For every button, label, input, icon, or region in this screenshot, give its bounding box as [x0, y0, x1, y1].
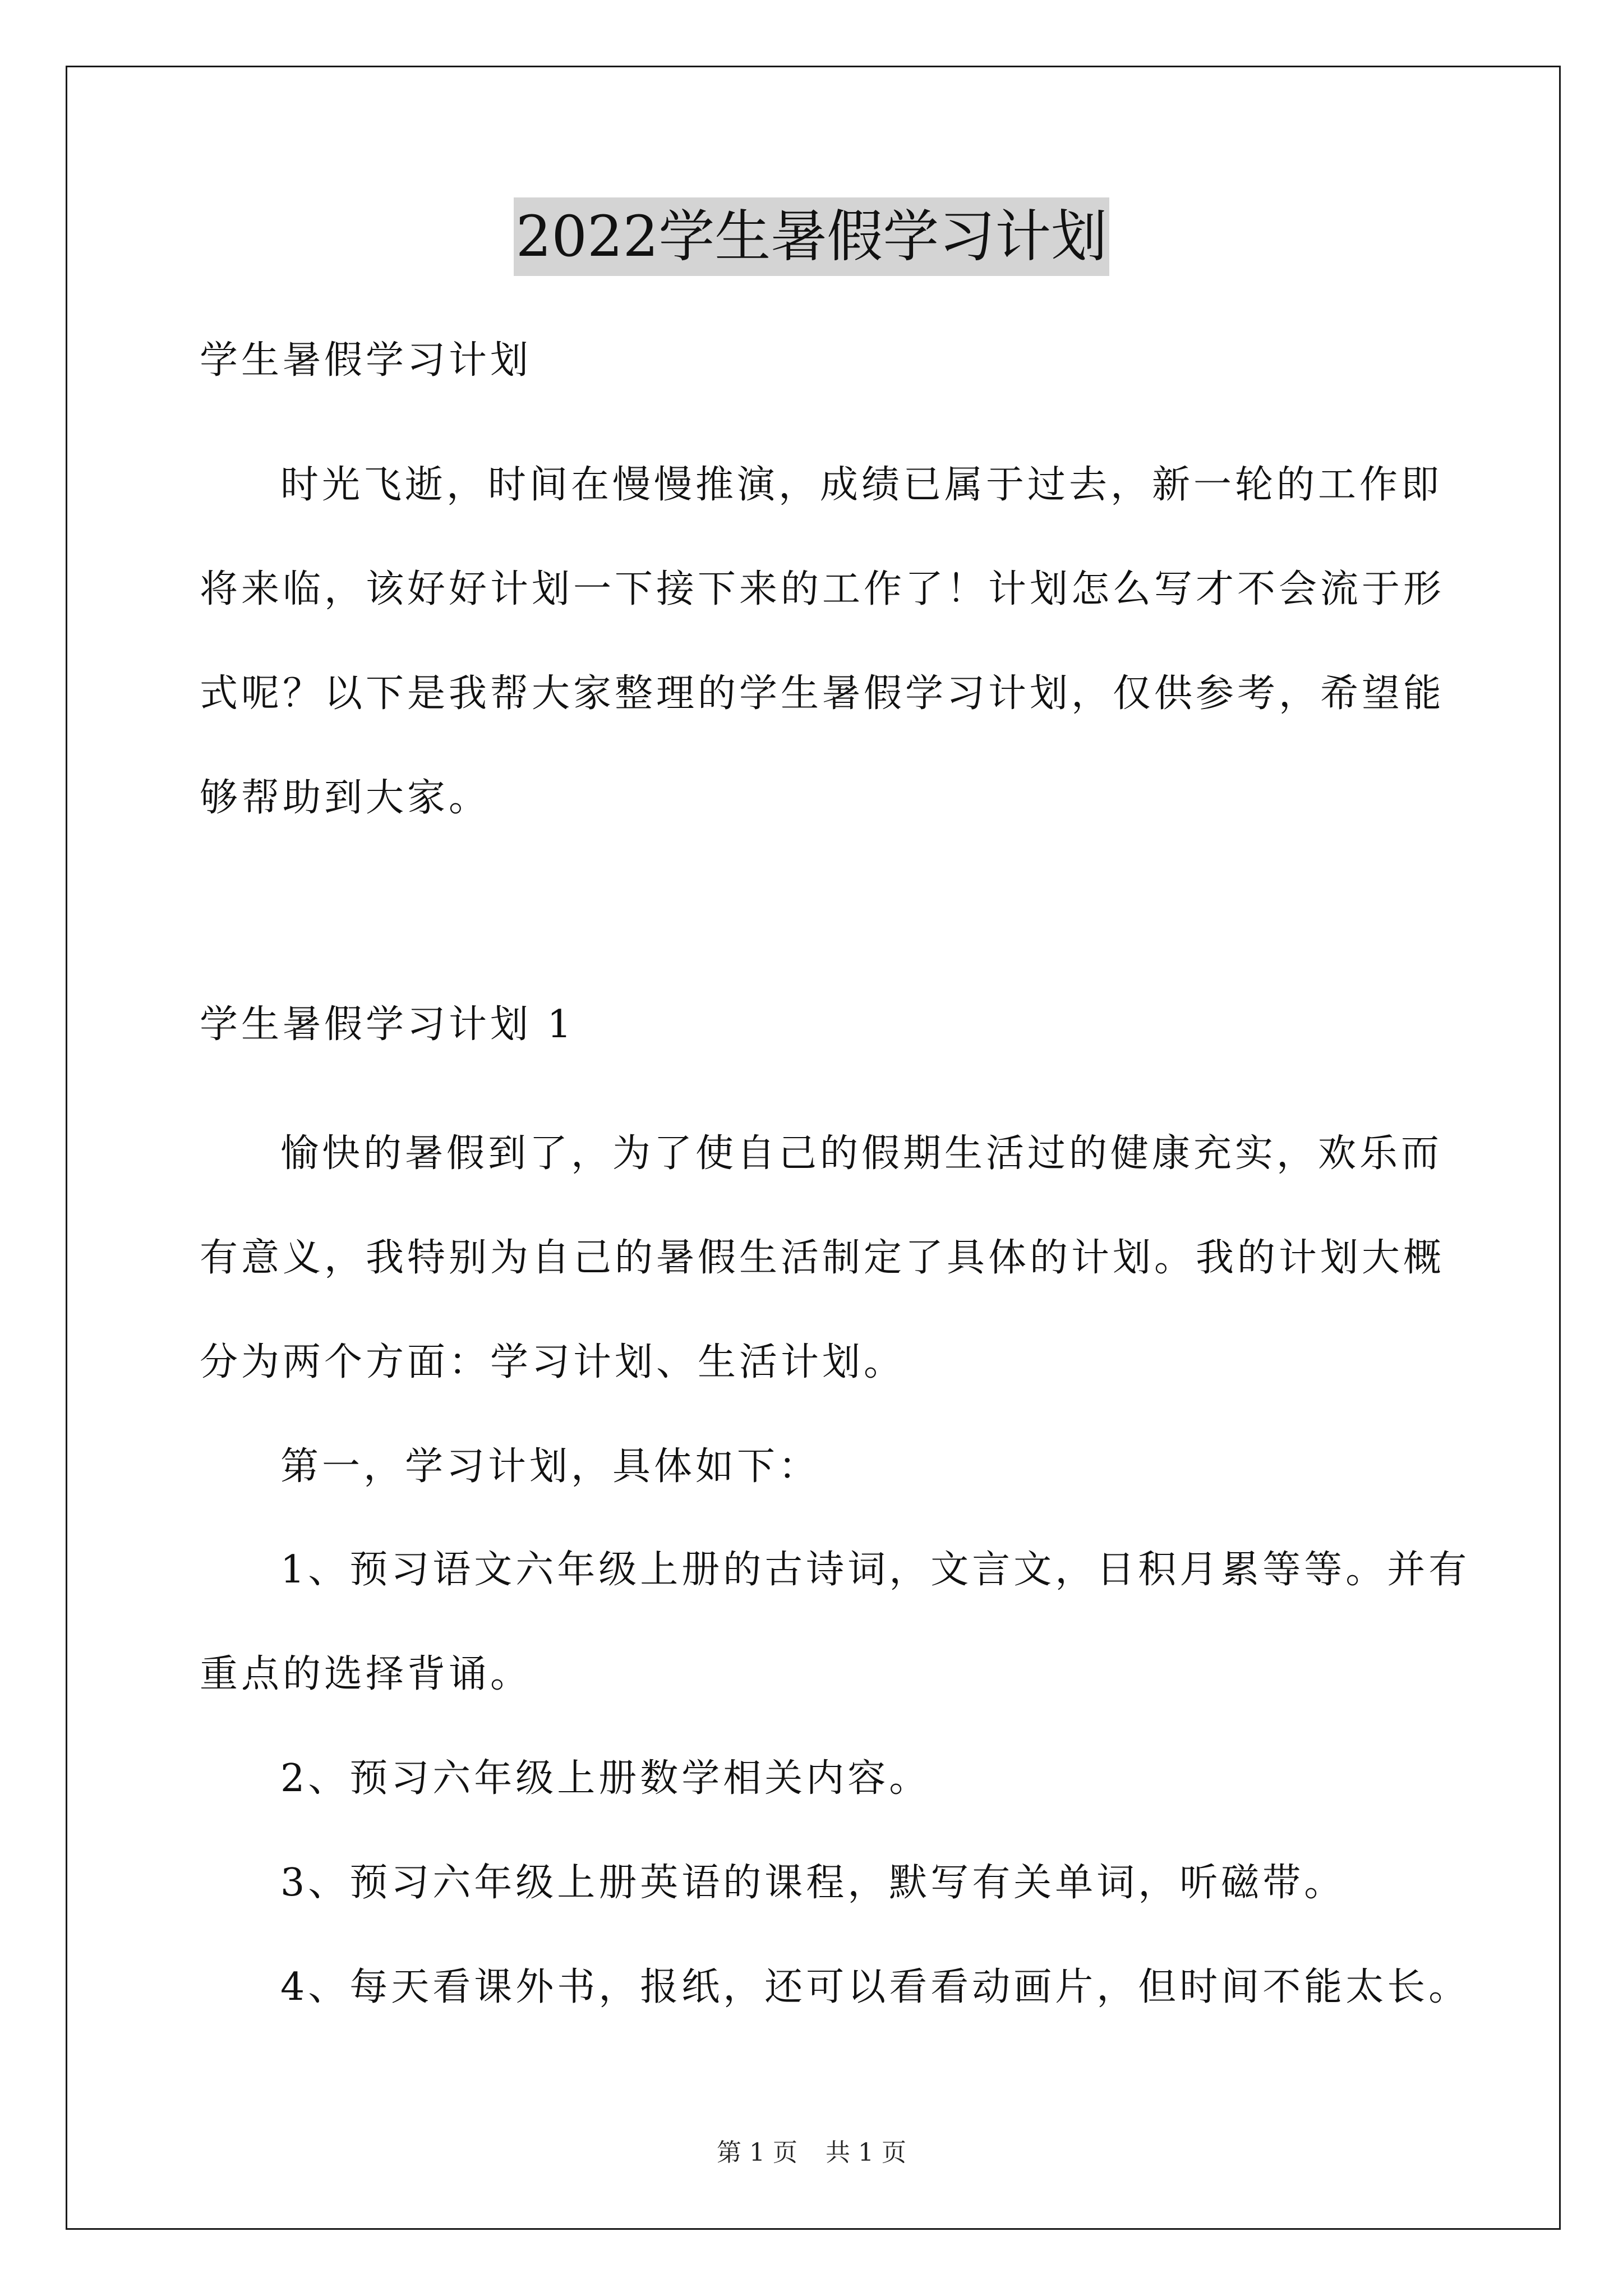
title-container	[0, 197, 1623, 276]
paragraph-line: 愉快的暑假到了，为了使自己的假期生活过的健康充实，欢乐而	[280, 1131, 1443, 1176]
list-item-continuation: 重点的选择背诵。	[200, 1652, 532, 1696]
paragraph-line: 够帮助到大家。	[200, 776, 491, 820]
section-heading: 学生暑假学习计划 1	[200, 1002, 575, 1047]
page-total: 共 1 页	[826, 2138, 906, 2167]
list-item: 1、预习语文六年级上册的古诗词，文言文，日积月累等等。并有	[280, 1548, 1470, 1592]
section-heading: 学生暑假学习计划	[200, 338, 532, 383]
paragraph-line: 有意义，我特别为自己的暑假生活制定了具体的计划。我的计划大概	[200, 1236, 1445, 1280]
paragraph-line: 将来临，该好好计划一下接下来的工作了！计划怎么写才不会流于形	[200, 567, 1445, 611]
list-item: 4、每天看课外书，报纸，还可以看看动画片，但时间不能太长。	[280, 1965, 1470, 2009]
paragraph-line: 式呢？以下是我帮大家整理的学生暑假学习计划，仅供参考，希望能	[200, 671, 1445, 716]
paragraph-line: 第一，学习计划，具体如下：	[280, 1444, 820, 1489]
paragraph-line: 分为两个方面：学习计划、生活计划。	[200, 1340, 906, 1384]
list-item: 3、预习六年级上册英语的课程，默写有关单词，听磁带。	[280, 1861, 1346, 1905]
list-item: 2、预习六年级上册数学相关内容。	[280, 1756, 931, 1801]
document-title: 2022学生暑假学习计划	[514, 197, 1110, 276]
page-footer	[0, 2136, 1623, 2170]
page-number: 第 1 页	[717, 2138, 797, 2167]
paragraph-line: 时光飞逝，时间在慢慢推演，成绩已属于过去，新一轮的工作即	[280, 463, 1443, 507]
